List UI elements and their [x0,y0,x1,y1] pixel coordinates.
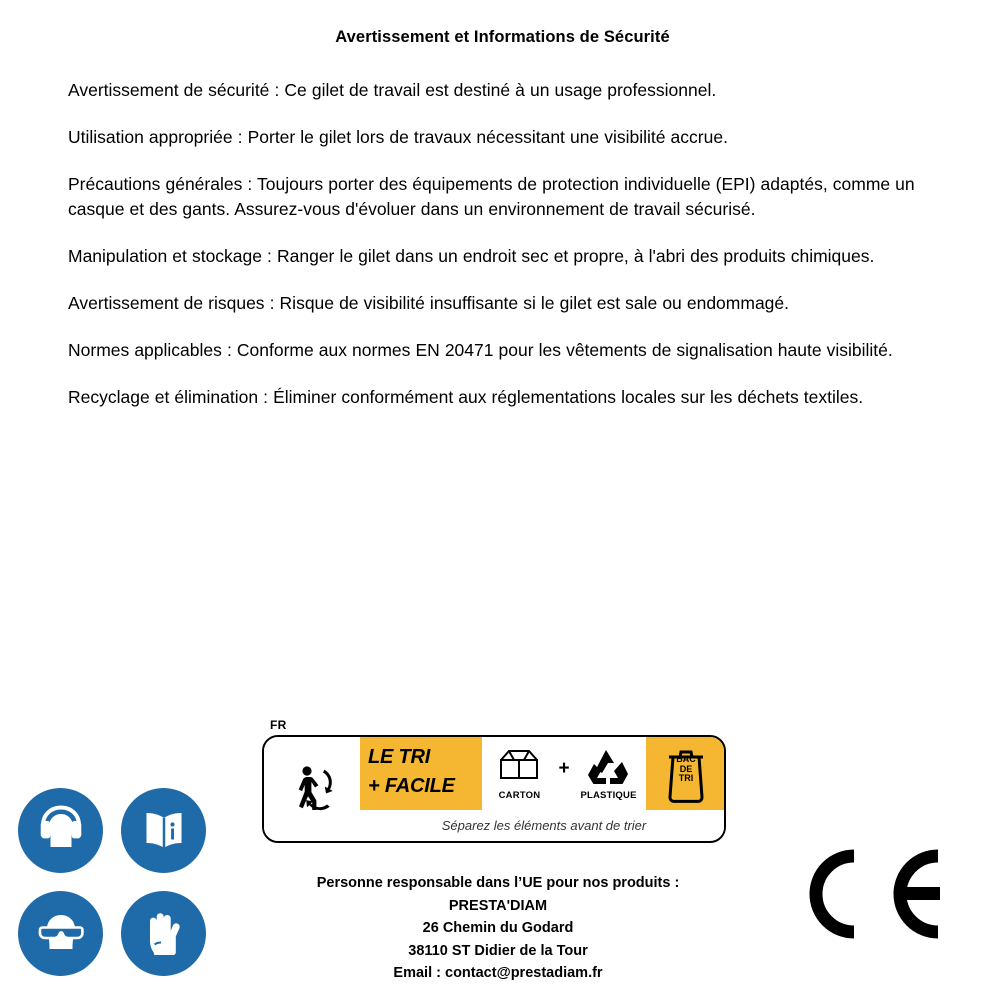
paragraph-proper-use: Utilisation appropriée : Porter le gilet lors de travaux nécessitant une visibilité accrue. [68,127,728,147]
carton-box-icon [492,746,546,784]
eu-responsible-person-block [180,872,816,985]
responsible-street: 26 Chemin du Godard [422,920,574,936]
responsible-email-label: Email : [393,965,445,981]
tri-material-plastique-label: PLASTIQUE [580,790,637,801]
paragraph-recycling-disposal: Recyclage et élimination : Éliminer conformément aux réglementations locales sur les déchets textiles. [68,387,864,407]
tri-yellow-band [360,737,726,810]
tri-material-carton-label: CARTON [498,790,541,801]
triman-icon [264,737,360,841]
tri-bin-label [669,755,703,784]
page-title: Avertissement et Informations de Sécurité [335,28,670,46]
responsible-heading [180,872,816,895]
paragraph-safety-warning: Avertissement de sécurité : Ce gilet de travail est destiné à un usage professionnel. [68,80,717,100]
responsible-company: PRESTA'DIAM [448,897,548,914]
tri-country-code: FR [270,718,287,732]
responsible-heading-prefix: Personne responsable dans l’ [316,875,523,891]
tri-bin-icon [650,741,722,806]
recycling-sorting-label [262,718,732,850]
safety-information-body [68,78,973,432]
read-instructions-icon [121,788,206,873]
tri-slogan-line2: + FACILE [368,775,455,797]
tri-bin-line2: DE [679,763,693,774]
paragraph-applicable-standards: Normes applicables : Conforme aux normes EN 20471 pour les vêtements de signalisation haute visibilité. [68,340,893,360]
responsible-city: 38110 ST Didier de la Tour [408,942,588,959]
tri-footer-text: Séparez les éléments avant de trier [441,817,647,833]
tri-label-body [262,735,726,843]
tri-slogan-line1: LE TRI [368,746,431,768]
paragraph-general-precautions: Précautions générales : Toujours porter des équipements de protection individuelle (EPI) adaptés, comme un casque et des gants. Assurez-vous d'évoluer dans un environnement de travail sécurisé. [68,174,915,219]
tri-materials-box [482,737,646,810]
tri-bin-line3: TRI [678,773,694,783]
tri-slogan [368,743,480,801]
recycle-arrows-icon [582,746,636,784]
responsible-email-line [180,962,816,985]
eye-protection-icon [18,891,103,976]
paragraph-handling-storage: Manipulation et stockage : Ranger le gilet dans un endroit sec et propre, à l'abri des produits chimiques. [68,246,875,266]
responsible-heading-ue: UE [522,875,543,891]
tri-material-carton [483,746,555,801]
tri-footer [360,810,726,840]
tri-bin-line1: BAC [676,754,696,764]
responsible-email-value: contact@prestadiam.fr [445,965,603,981]
responsible-heading-suffix: pour nos produits : [542,875,680,891]
tri-material-plastique [573,746,645,801]
paragraph-risk-warning: Avertissement de risques : Risque de visibilité insuffisante si le gilet est sale ou endommagé. [68,293,790,313]
ce-mark-icon [798,848,948,940]
ear-protection-icon [18,788,103,873]
tri-plus-sign: + [558,757,570,779]
